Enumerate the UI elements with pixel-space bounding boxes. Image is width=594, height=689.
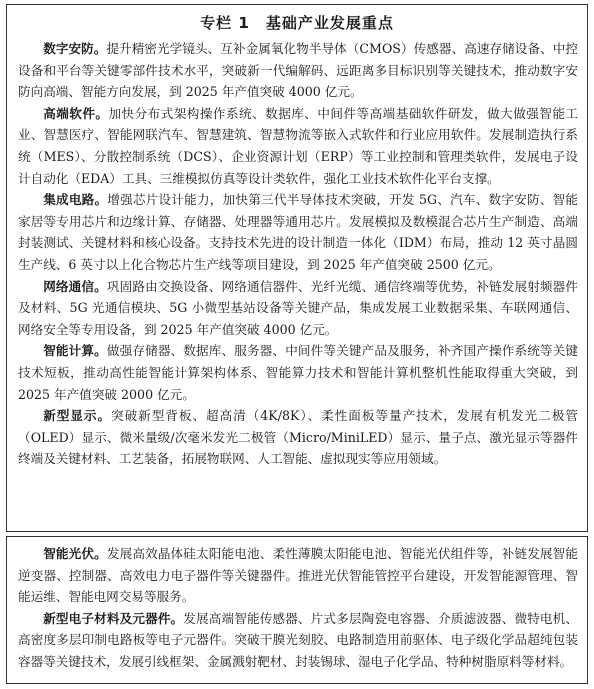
section-term: 智能光伏。 bbox=[43, 546, 107, 561]
section-term: 新型电子材料及元器件。 bbox=[43, 610, 184, 626]
column-box-main bbox=[6, 4, 588, 532]
section-term: 高端软件。 bbox=[43, 105, 109, 121]
section-text: 加快分布式架构操作系统、数据库、中间件等高端基础软件研发，做大做强智能工业、智慧医疗、智能网联汽车、智慧建筑、智慧物流等嵌入式软件和行业应用软件。发展制造执行系统（MES）、分散控制系统（DCS）、企业资源计划（ERP）等工业控制和管理类软件，发展电子设计自动化（EDA）工具、三维模拟仿真等设计类软件，强化工业技术软件化平台支撑。 bbox=[18, 105, 579, 186]
section-text: 巩固路由交换设备、网络通信器件、光纤光缆、通信终端等优势，补链发展射频器件及材料、5G 光通信模块、5G 小微型基站设备等关键产品，集成发展工业数据采集、车联网通信、网络安全等专用设备，到 2025 年产值突破 4000 亿元。 bbox=[18, 278, 579, 337]
column-heading: 基础产业发展重点 bbox=[265, 14, 394, 32]
section-text: 发展高端智能传感器、片式多层陶瓷电容器、介质滤波器、微特电机、高密度多层印制电路板等电子元器件。突破干膜光刻胶、电路制造用前驱体、电子级化学品超纯包装容器等关键技术，发展引线框架、金属溅射靶材、封装锡球、湿电子化学品、特种树脂原料等材料。 bbox=[18, 610, 579, 669]
section-term: 集成电路。 bbox=[43, 192, 108, 208]
section-text: 突破新型背板、超高清（4K/8K）、柔性面板等量产技术，发展有机发光二极管（OLED）显示、微米量级/次毫米发光二极管（Micro/MiniLED）显示、量子点、激光显示等器件终端及关键材料、工艺装备，拓展物联网、人工智能、虚拟现实等应用领域。 bbox=[18, 408, 578, 467]
section-smart-photovoltaic bbox=[18, 543, 578, 608]
section-high-end-software bbox=[18, 103, 578, 189]
section-text: 做强存储器、数据库、服务器、中间件等关键产品及服务，补齐国产操作系统等关键技术短板，推动高性能智能计算架构体系、智能算力技术和智能计算机整机性能取得重大突破，到 2025 年产值突破 2000 亿元。 bbox=[18, 343, 579, 402]
section-digital-security bbox=[18, 38, 578, 103]
section-text: 发展高效晶体硅太阳能电池、柔性薄膜太阳能电池、智能光伏组件等，补链发展智能逆变器、控制器、高效电力电子器件等关键器件。推进光伏智能管控平台建设，开发智能源管理、智能运维、智能电网交易等服务。 bbox=[18, 546, 579, 605]
section-term: 网络通信。 bbox=[43, 278, 107, 294]
column-title bbox=[7, 12, 587, 33]
section-term: 智能计算。 bbox=[43, 343, 107, 359]
section-text: 提升精密光学镜头、互补金属氧化物半导体（CMOS）传感器、高速存储设备、中控设备和平台等关键零部件技术水平，突破新一代编解码、远距离多目标识别等关键技术，推动数字安防向高端、智能方向发展，到 2025 年产值突破 4000 亿元。 bbox=[18, 41, 579, 100]
section-text: 增强芯片设计能力，加快第三代半导体技术突破，开发 5G、汽车、数字安防、智能家居等专用芯片和边缘计算、存储器、处理器等通用芯片。发展模拟及数模混合芯片生产制造、高端封装测试、关键材料和核心设备。支持技术先进的设计制造一体化（IDM）布局，推动 12 英寸晶圆生产线、6 英寸以上化合物芯片生产线等项目建设，到 2025 年产值突破 2500 亿元。 bbox=[18, 192, 579, 272]
section-integrated-circuits bbox=[18, 189, 578, 275]
section-term: 新型显示。 bbox=[43, 408, 112, 424]
column-number: 专栏 1 bbox=[200, 14, 250, 32]
column-content-continued bbox=[7, 537, 587, 673]
section-new-display bbox=[18, 405, 578, 470]
column-box-continued bbox=[6, 536, 588, 684]
section-network-communication bbox=[18, 276, 578, 341]
column-content bbox=[7, 38, 587, 470]
section-intelligent-computing bbox=[18, 340, 578, 405]
section-electronic-materials bbox=[18, 608, 578, 673]
section-term: 数字安防。 bbox=[43, 41, 107, 56]
